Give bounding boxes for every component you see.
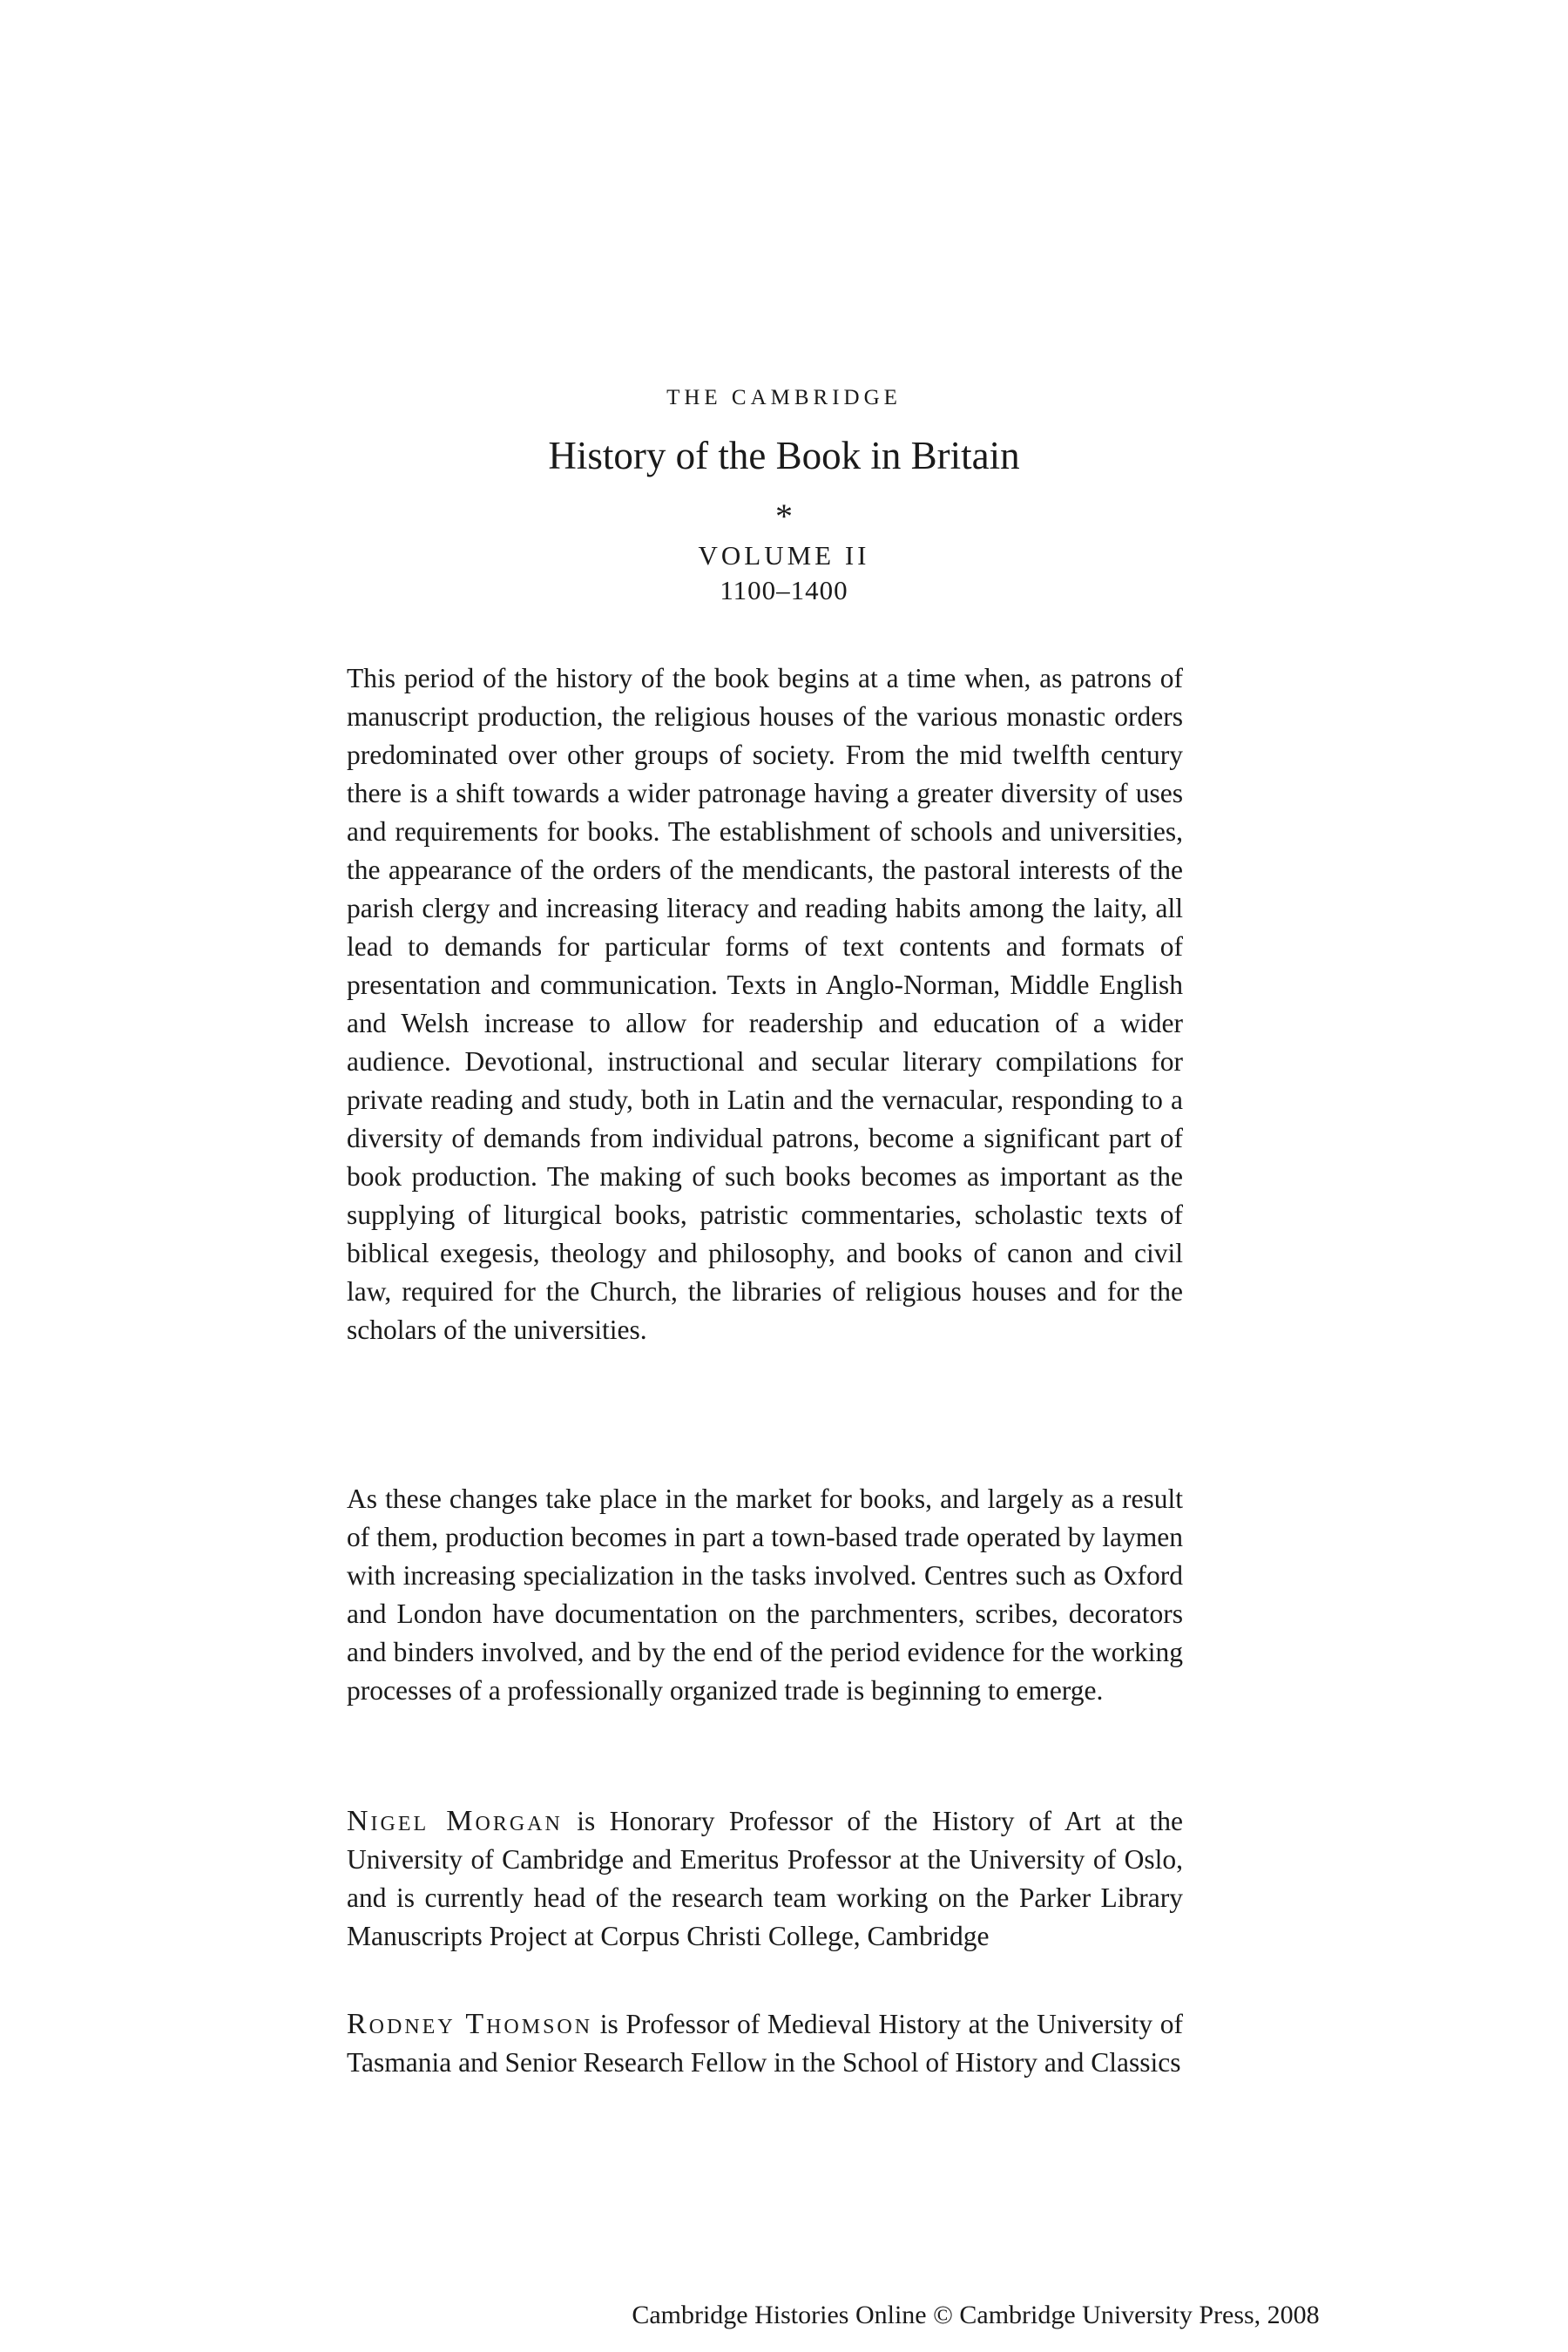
editor-bio: is Professor of Medieval History at the University of Tasmania and Senior Research Fellow in the School of History and Classics: [347, 2009, 1183, 2078]
editor-bio: is Honorary Professor of the History of Art at the University of Cambridge and Emeritus Professor at the University of Oslo, and is currently head of the research team working on the Parker Library Manuscripts Project at Corpus Christi College, Cambridge: [347, 1806, 1183, 1951]
editor-bio-1: [347, 1802, 1183, 1956]
series-title: History of the Book in Britain: [548, 434, 1020, 477]
copyright-footer: Cambridge Histories Online © Cambridge University Press, 2008: [632, 2301, 1320, 2329]
description-paragraph-2: [347, 1480, 1183, 1710]
bio-text: [347, 2005, 1183, 2082]
editor-name: Nigel Morgan: [347, 1805, 563, 1837]
paragraph-text: This period of the history of the book begins at a time when, as patrons of manuscript production, the religious houses of the various monastic orders predominated over other groups of society. From the mid twelfth century there is a shift towards a wider patronage having a greater diversity of uses and requirements for books. The establishment of schools and universities, the appearance of the orders of the mendicants, the pastoral interests of the parish clergy and increasing literacy and reading habits among the laity, all lead to demands for particular forms of text contents and formats of presentation and communication. Texts in Anglo-Norman, Middle English and Welsh increase to allow for readership and education of a wider audience. Devotional, instructional and secular literary compilations for private reading and study, both in Latin and the vernacular, responding to a diversity of demands from individual patrons, become a significant part of book production. The making of such books becomes as important as the supplying of liturgical books, patristic commentaries, scholastic texts of biblical exegesis, theology and philosophy, and books of canon and civil law, required for the Church, the libraries of religious houses and for the scholars of the universities.: [347, 663, 1183, 1345]
editor-bio-2: [347, 2005, 1183, 2082]
asterisk-ornament: *: [775, 497, 793, 536]
editor-name: Rodney Thomson: [347, 2008, 593, 2040]
bio-text: [347, 1802, 1183, 1956]
volume-dates: 1100–1400: [720, 575, 848, 605]
paragraph-text: As these changes take place in the market for books, and largely as a result of them, production becomes in part a town-based trade operated by laymen with increasing specialization in the tasks involved. Centres such as Oxford and London have documentation on the parchmenters, scribes, decorators and binders involved, and by the end of the period evidence for the working processes of a professionally organized trade is beginning to emerge.: [347, 1484, 1183, 1706]
volume-label: VOLUME II: [698, 540, 870, 571]
series-label: THE CAMBRIDGE: [666, 386, 902, 409]
description-paragraph-1: [347, 659, 1183, 1349]
